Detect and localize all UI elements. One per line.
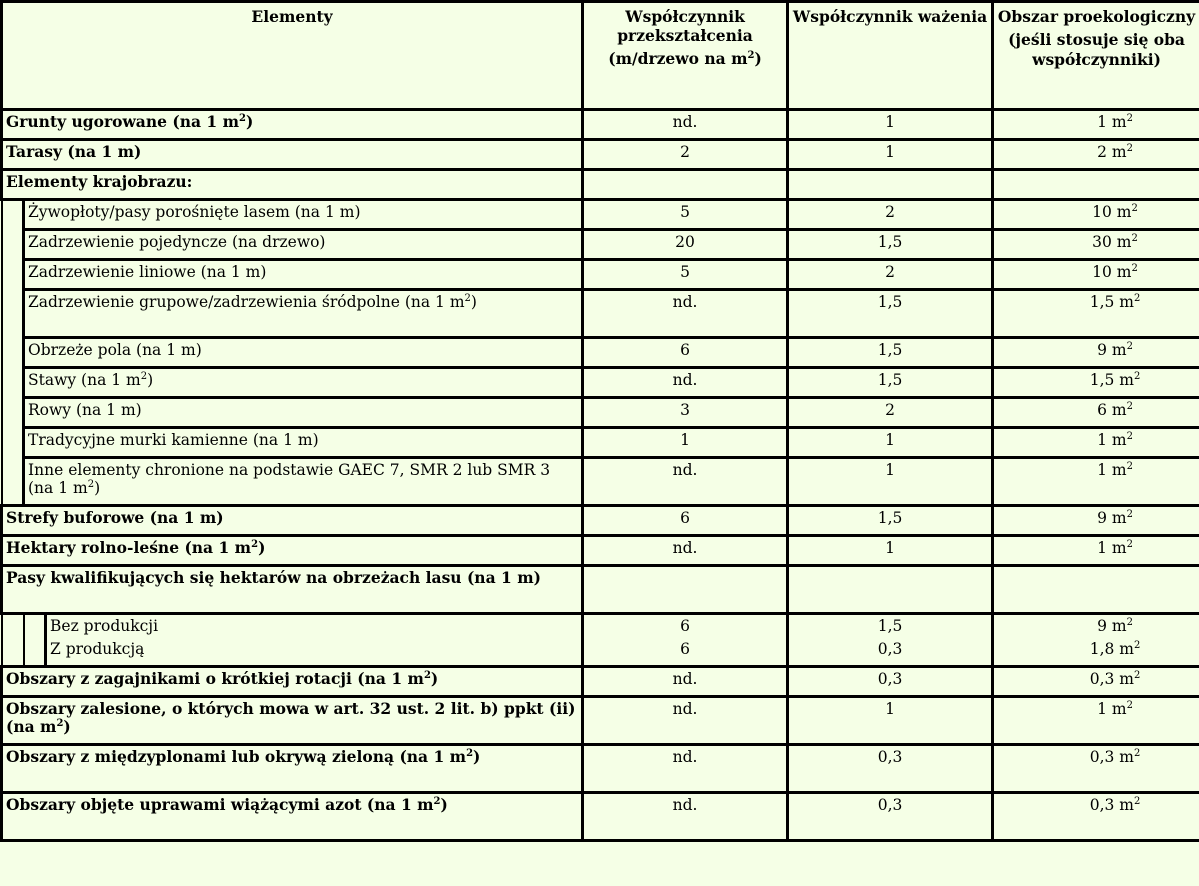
cell-conversion: nd. — [583, 368, 788, 398]
table-row — [2, 398, 1199, 428]
cell-area: 9 $m^2$ 1,8 $m^2$ — [993, 614, 1199, 667]
row-label: Tarasy (na 1 m) — [2, 140, 583, 170]
table-row — [2, 793, 1199, 841]
header-weight — [788, 2, 993, 110]
header-area-note: (jeśli stosuje się oba współczynniki) — [1008, 30, 1185, 69]
cell-conversion — [583, 170, 788, 200]
table-row — [2, 667, 1199, 697]
cell-area: 1,5 $m^2$ — [993, 368, 1199, 398]
row-label: Obszary z międzyplonami lub okrywą zieloną (na 1 $m^2$) — [2, 745, 583, 793]
cell-conversion: nd. — [583, 536, 788, 566]
cell-weight: 2 — [788, 398, 993, 428]
table-row — [2, 697, 1199, 745]
cell-weight: 1,5 — [788, 506, 993, 536]
row-label: Strefy buforowe (na 1 m) — [2, 506, 583, 536]
indent-strip — [2, 200, 24, 506]
cell-conversion — [583, 566, 788, 614]
header-area-title: Obszar proekologiczny — [997, 7, 1196, 26]
cell-weight: 1 — [788, 458, 993, 506]
row-label: Zadrzewienie grupowe/zadrzewienia śródpolne (na 1 $m^2$) — [24, 290, 583, 338]
header-weight-text: Współczynnik ważenia — [792, 7, 988, 26]
cell-area: 10 $m^2$ — [993, 200, 1199, 230]
header-elements-text: Elementy — [251, 7, 333, 26]
cell-area: 1 $m^2$ — [993, 536, 1199, 566]
row-label: Hektary rolno-leśne (na 1 $m^2$) — [2, 536, 583, 566]
cell-weight: 2 — [788, 260, 993, 290]
header-row — [2, 2, 1199, 110]
cell-weight: 1 — [788, 140, 993, 170]
cell-area: 1 $m^2$ — [993, 697, 1199, 745]
table-row — [2, 566, 1199, 614]
table-row — [2, 290, 1199, 338]
cell-conversion: 20 — [583, 230, 788, 260]
cell-area: 0,3 $m^2$ — [993, 793, 1199, 841]
cell-conversion: 3 — [583, 398, 788, 428]
cell-weight: 0,3 — [788, 793, 993, 841]
row-label: Pasy kwalifikujących się hektarów na obrzeżach lasu (na 1 m) — [2, 566, 583, 614]
cell-conversion: 5 — [583, 200, 788, 230]
cell-conversion: nd. — [583, 697, 788, 745]
row-label: Zadrzewienie pojedyncze (na drzewo) — [24, 230, 583, 260]
cell-weight: 1,5 — [788, 290, 993, 338]
table-row — [2, 170, 1199, 200]
cell-conversion: 6 6 — [583, 614, 788, 667]
cell-weight: 1,5 0,3 — [788, 614, 993, 667]
table-row — [2, 428, 1199, 458]
cell-weight: 1,5 — [788, 368, 993, 398]
cell-weight: 1 — [788, 536, 993, 566]
cell-weight: 1,5 — [788, 230, 993, 260]
cell-area: 1 $m^2$ — [993, 110, 1199, 140]
cell-conversion: 1 — [583, 428, 788, 458]
cell-area: 1,5 $m^2$ — [993, 290, 1199, 338]
cell-conversion: 2 — [583, 140, 788, 170]
row-label: Obszary z zagajnikami o krótkiej rotacji (na 1 $m^2$) — [2, 667, 583, 697]
header-area — [993, 2, 1199, 110]
cell-weight: 0,3 — [788, 667, 993, 697]
table-row — [2, 745, 1199, 793]
table-row — [2, 230, 1199, 260]
cell-weight: 1 — [788, 110, 993, 140]
cell-conversion: nd. — [583, 667, 788, 697]
cell-area: 30 $m^2$ — [993, 230, 1199, 260]
table-row — [2, 338, 1199, 368]
cell-area: 9 $m^2$ — [993, 338, 1199, 368]
cell-area: 9 $m^2$ — [993, 506, 1199, 536]
table-row — [2, 536, 1199, 566]
table-row — [2, 110, 1199, 140]
cell-area — [993, 170, 1199, 200]
table-row — [2, 260, 1199, 290]
cell-weight: 1 — [788, 697, 993, 745]
cell-conversion: nd. — [583, 110, 788, 140]
row-label: Rowy (na 1 m) — [24, 398, 583, 428]
header-conversion — [583, 2, 788, 110]
table-row — [2, 140, 1199, 170]
cell-conversion: nd. — [583, 290, 788, 338]
cell-weight: 0,3 — [788, 745, 993, 793]
cell-area: 1 $m^2$ — [993, 458, 1199, 506]
cell-weight: 1 — [788, 428, 993, 458]
cell-conversion: nd. — [583, 745, 788, 793]
cell-conversion: 5 — [583, 260, 788, 290]
cell-area — [993, 566, 1199, 614]
cell-conversion: 6 — [583, 338, 788, 368]
cell-weight: 2 — [788, 200, 993, 230]
row-label: Grunty ugorowane (na 1 $m^2$) — [2, 110, 583, 140]
row-label: Inne elementy chronione na podstawie GAEC 7, SMR 2 lub SMR 3 (na 1 $m^2$) — [24, 458, 583, 506]
row-label: Obszary zalesione, o których mowa w art. 32 ust. 2 lit. b) ppkt (ii) (na $m^2$) — [2, 697, 583, 745]
table-row — [2, 200, 1199, 230]
cell-conversion: nd. — [583, 458, 788, 506]
row-label: Zadrzewienie liniowe (na 1 m) — [24, 260, 583, 290]
sub-label-no-production: Bez produkcji — [50, 617, 159, 635]
row-label: Obszary objęte uprawami wiążącymi azot (na 1 $m^2$) — [2, 793, 583, 841]
cell-area: 6 $m^2$ — [993, 398, 1199, 428]
row-label — [46, 614, 583, 667]
cell-area: 0,3 $m^2$ — [993, 745, 1199, 793]
cell-area: 0,3 $m^2$ — [993, 667, 1199, 697]
header-conversion-title: Współczynnik przekształcenia — [617, 7, 753, 45]
row-label: Tradycyjne murki kamienne (na 1 m) — [24, 428, 583, 458]
cell-conversion: nd. — [583, 793, 788, 841]
cell-weight — [788, 170, 993, 200]
cell-weight: 1,5 — [788, 338, 993, 368]
indent-strip — [24, 614, 46, 667]
row-label: Elementy krajobrazu: — [2, 170, 583, 200]
cell-conversion: 6 — [583, 506, 788, 536]
cell-area: 1 $m^2$ — [993, 428, 1199, 458]
header-elements — [2, 2, 583, 110]
cell-weight — [788, 566, 993, 614]
table-row — [2, 458, 1199, 506]
header-conversion-unit: (m/drzewo na $m^2$) — [608, 49, 762, 68]
row-label: Żywopłoty/pasy porośnięte lasem (na 1 m) — [24, 200, 583, 230]
cell-area: 2 $m^2$ — [993, 140, 1199, 170]
row-label: Stawy (na 1 $m^2$) — [24, 368, 583, 398]
row-label: Obrzeże pola (na 1 m) — [24, 338, 583, 368]
sub-label-with-production: Z produkcją — [50, 640, 145, 658]
table-row — [2, 368, 1199, 398]
indent-strip — [2, 614, 24, 667]
table-row — [2, 614, 1199, 667]
table-row — [2, 506, 1199, 536]
cell-area: 10 $m^2$ — [993, 260, 1199, 290]
